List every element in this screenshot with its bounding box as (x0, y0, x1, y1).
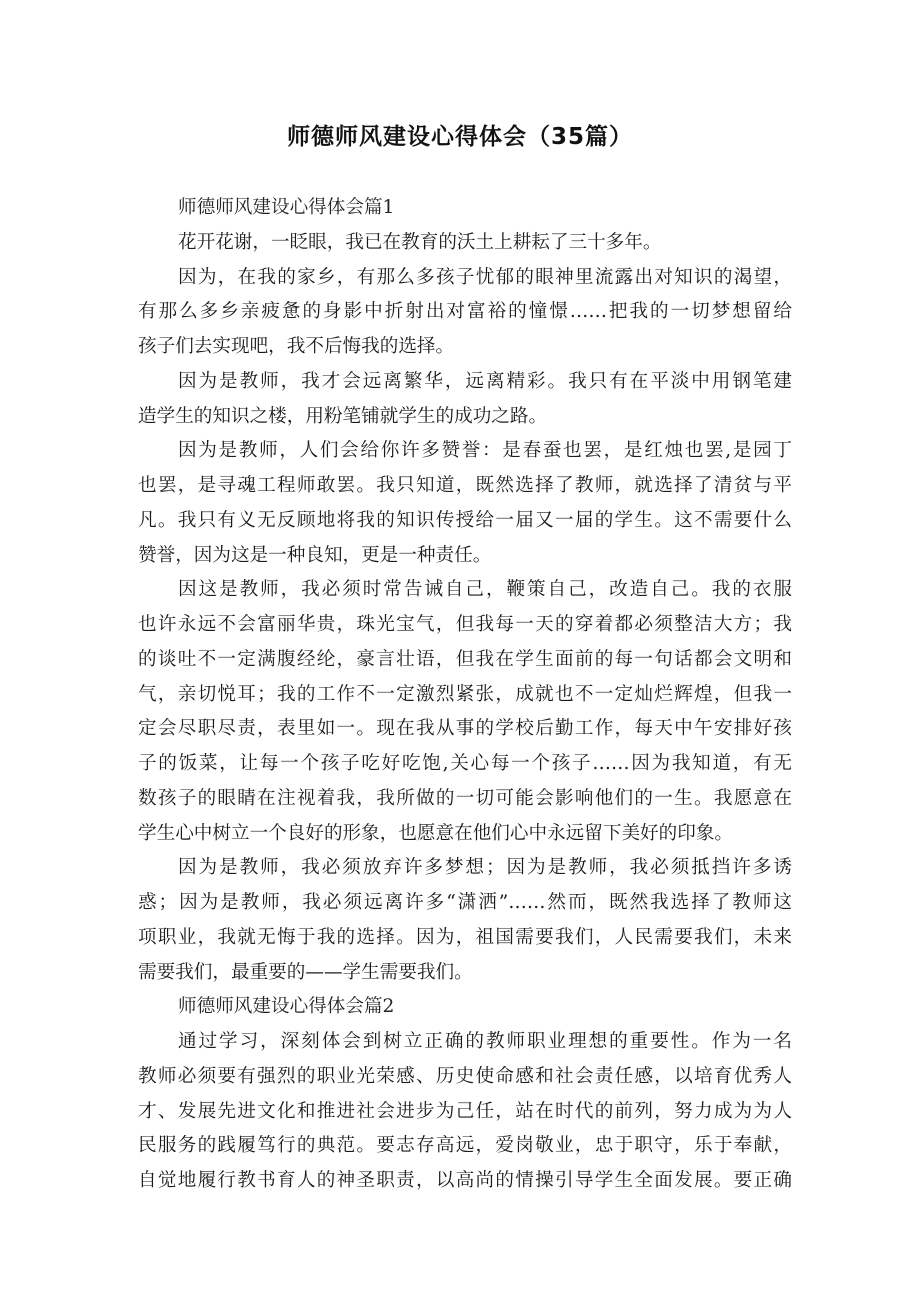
text-line: 学生心中树立一个良好的形象，也愿意在他们心中永远留下美好的印象。 (138, 822, 734, 844)
text-line: 才、发展先进文化和推进社会进步为己任，站在时代的前列，努力成为为人 (138, 1100, 792, 1122)
text-line: 也罢，是寻魂工程师敢罢。我只知道，既然选择了教师，就选择了清贫与平 (138, 475, 792, 496)
text-line: 凡。我只有义无反顾地将我的知识传授给一届又一届的学生。这不需要什么 (138, 509, 792, 531)
text-line: 数孩子的眼睛在注视着我，我所做的一切可能会影响他们的一生。我愿意在 (138, 787, 792, 809)
text-line: 也许永远不会富丽华贵，珠光宝气，但我每一天的穿着都必须整洁大方；我 (138, 614, 792, 635)
text-line: 子的饭菜，让每一个孩子吃好吃饱,关心每一个孩子……因为我知道，有无 (138, 753, 792, 774)
section-heading: 师德师风建设心得体会篇2 (178, 996, 395, 1018)
text-line: 的谈吐不一定满腹经纶，豪言壮语，但我在学生面前的每一句话都会文明和 (138, 648, 792, 670)
text-line: 自觉地履行教书育人的神圣职责，以高尚的情操引导学生全面发展。要正确 (138, 1170, 792, 1191)
text-line: 惑；因为是教师，我必须远离许多“潇洒”……然而，既然我选择了教师这 (138, 892, 792, 913)
document-body (138, 191, 792, 1199)
text-line: 造学生的知识之楼，用粉笔铺就学生的成功之路。 (138, 405, 548, 427)
page-title: 师德师风建设心得体会（35篇） (286, 124, 633, 150)
text-line: 因为是教师，人们会给你许多赞誉：是春蚕也罢，是红烛也罢,是园丁 (178, 440, 792, 462)
text-line: 民服务的践履笃行的典范。要志存高远，爱岗敬业，忠于职守，乐于奉献， (138, 1135, 792, 1157)
text-line: 有那么多乡亲疲惫的身影中折射出对富裕的憧憬……把我的一切梦想留给 (138, 301, 792, 323)
text-line: 孩子们去实现吧，我不后悔我的选择。 (138, 336, 455, 357)
text-line: 气，亲切悦耳；我的工作不一定激烈紧张，成就也不一定灿烂辉煌，但我一 (138, 683, 792, 705)
text-line: 花开花谢，一眨眼，我已在教育的沃土上耕耘了三十多年。 (178, 231, 662, 253)
text-line: 因为，在我的家乡，有那么多孩子忧郁的眼神里流露出对知识的渴望， (178, 266, 792, 288)
text-line: 因这是教师，我必须时常告诫自己，鞭策自己，改造自己。我的衣服 (178, 579, 792, 601)
section-heading: 师德师风建设心得体会篇1 (178, 197, 395, 218)
text-line: 因为是教师，我必须放弃许多梦想；因为是教师，我必须抵挡许多诱 (178, 857, 792, 879)
text-line: 赞誉，因为这是一种良知，更是一种责任。 (138, 544, 492, 566)
text-line: 需要我们，最重要的——学生需要我们。 (138, 961, 473, 983)
text-line: 项职业，我就无悔于我的选择。因为，祖国需要我们，人民需要我们，未来 (138, 926, 792, 948)
text-line: 定会尽职尽责，表里如一。现在我从事的学校后勤工作，每天中午安排好孩 (138, 718, 792, 740)
text-line: 因为是教师，我才会远离繁华，远离精彩。我只有在平淡中用钢笔建 (178, 370, 792, 392)
text-line: 教师必须要有强烈的职业光荣感、历史使命感和社会责任感，以培育优秀人 (138, 1065, 792, 1087)
text-line: 通过学习，深刻体会到树立正确的教师职业理想的重要性。作为一名 (178, 1031, 792, 1052)
